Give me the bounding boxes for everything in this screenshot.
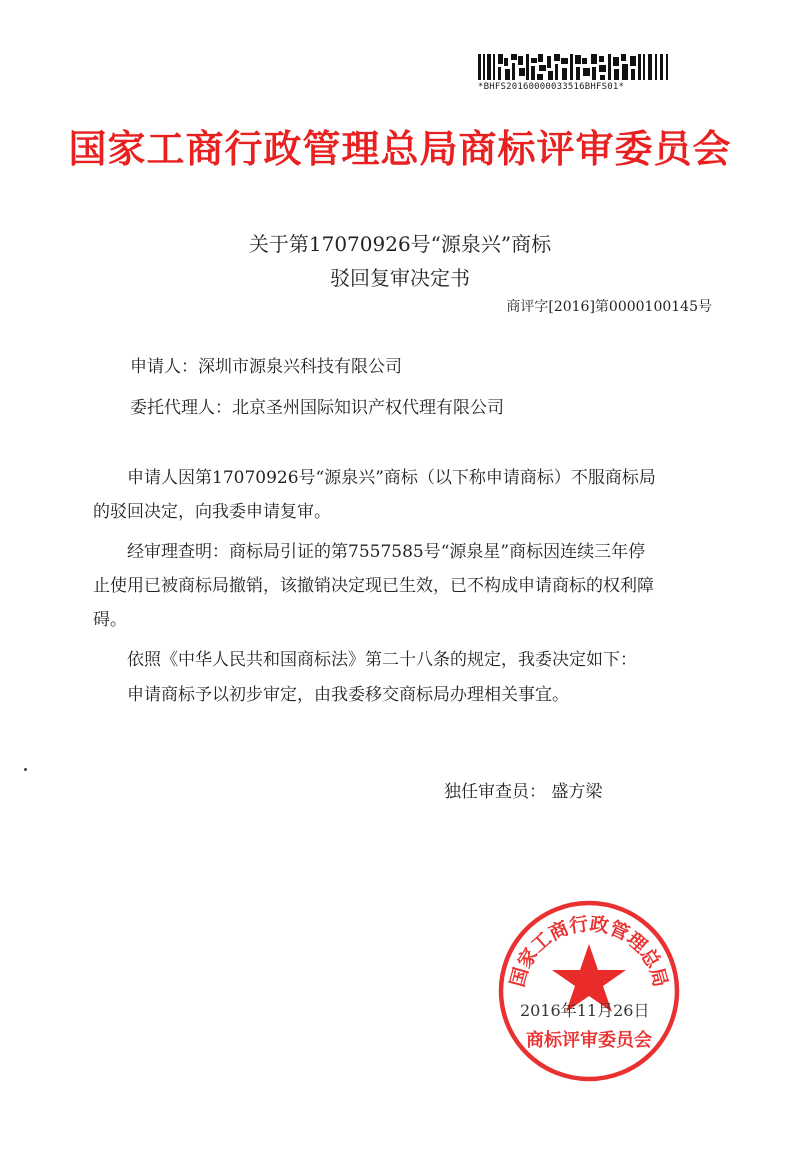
barcode-image bbox=[478, 52, 678, 82]
document-number: 商评字[2016]第0000100145号 bbox=[506, 299, 712, 315]
examiner-signature: 独任审查员： 盛方梁 bbox=[444, 782, 603, 802]
paragraph-line: 申请商标予以初步审定，由我委移交商标局办理相关事宜。 bbox=[127, 685, 569, 705]
agent-line: 委托代理人：北京圣州国际知识产权代理有限公司 bbox=[130, 398, 504, 418]
paragraph-line: 依照《中华人民共和国商标法》第二十八条的规定，我委决定如下： bbox=[127, 650, 637, 670]
applicant-line: 申请人：深圳市源泉兴科技有限公司 bbox=[130, 357, 402, 377]
paragraph-line: 经审理查明：商标局引证的第7557585号“源泉星”商标因连续三年停 bbox=[127, 542, 646, 562]
paragraph-line: 止使用已被商标局撤销，该撤销决定现已生效，已不构成申请商标的权利障 bbox=[93, 576, 654, 596]
paragraph-2 bbox=[93, 535, 705, 637]
document-title-line1: 关于第17070926号“源泉兴”商标 bbox=[248, 232, 552, 256]
barcode-number: *BHFS20160000033516BHFS01* bbox=[478, 82, 625, 92]
paragraph-line: 申请人因第17070926号“源泉兴”商标（以下称申请商标）不服商标局 bbox=[127, 468, 656, 488]
paragraph-1 bbox=[93, 461, 705, 529]
svg-text:国家工商行政管理总局: 国家工商行政管理总局 bbox=[506, 913, 672, 990]
paragraph-line: 碍。 bbox=[93, 610, 127, 630]
paragraph-4 bbox=[93, 678, 705, 712]
paragraph-line: 的驳回决定，向我委申请复审。 bbox=[93, 502, 331, 522]
svg-text:商标评审委员会: 商标评审委员会 bbox=[526, 1030, 652, 1051]
decision-date: 2016年11月26日 bbox=[520, 1001, 650, 1020]
document-title-line2: 驳回复审决定书 bbox=[330, 266, 470, 290]
scan-speck bbox=[24, 768, 27, 771]
official-seal bbox=[494, 896, 684, 1086]
paragraph-3 bbox=[93, 643, 705, 677]
organization-title: 国家工商行政管理总局商标评审委员会 bbox=[68, 127, 732, 171]
